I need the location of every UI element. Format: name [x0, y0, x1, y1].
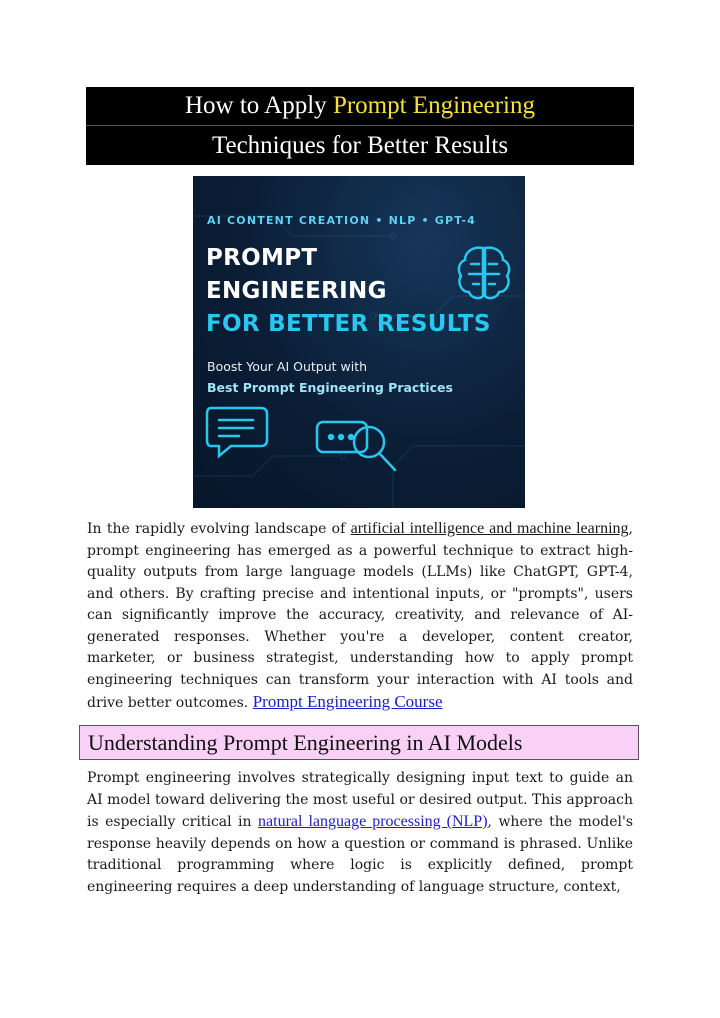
- section-heading: Understanding Prompt Engineering in AI Models: [79, 725, 639, 760]
- section-paragraph: [87, 768, 633, 898]
- search-icon: [313, 416, 413, 482]
- hero-heading-line-3: FOR BETTER RESULTS: [206, 311, 491, 337]
- hero-heading-line-2: ENGINEERING: [206, 278, 387, 304]
- intro-lead: In the rapidly evolving landscape of: [87, 521, 351, 537]
- hero-image: [193, 176, 525, 508]
- brain-icon: [453, 242, 515, 304]
- intro-emphasis: artificial intelligence and machine learning: [350, 520, 629, 537]
- hero-subtitle: [207, 356, 453, 398]
- hero-sub-line-2: Best Prompt Engineering Practices: [207, 380, 453, 395]
- hero-heading: [206, 242, 491, 341]
- hero-tags: AI CONTENT CREATION • NLP • GPT-4: [207, 214, 476, 227]
- prompt-engineering-course-link[interactable]: Prompt Engineering Course: [252, 692, 443, 711]
- intro-paragraph: [87, 518, 633, 715]
- title-highlight: Prompt Engineering: [332, 92, 535, 119]
- title-line-1: [86, 87, 634, 126]
- chat-bubble-icon: [205, 404, 271, 460]
- document-title: [86, 87, 634, 165]
- title-text: How to Apply: [185, 92, 333, 119]
- section-lead: Prompt engineering involves strategically designing input text to guide an AI model toward delivering the most useful or desired output. This approach is especially critical in: [87, 770, 633, 830]
- title-line-2: Techniques for Better Results: [211, 132, 509, 159]
- section-body: , where the model's response heavily depends on how a question or command is phrased. Unlike traditional programming where logic is explicitly defined, prompt engineering requires a deep understanding of language structure, context,: [87, 814, 634, 895]
- hero-sub-line-1: Boost Your AI Output with: [207, 359, 368, 374]
- hero-heading-line-1: PROMPT: [206, 245, 318, 271]
- nlp-link[interactable]: natural language processing (NLP): [258, 813, 488, 830]
- intro-body: , prompt engineering has emerged as a powerful technique to extract high-quality outputs from large language models (LLMs) like ChatGPT, GPT-4, and others. By crafting precise and intentional inputs, or "prompts", users can significantly improve the accuracy, creativity, and relevance of AI-generated responses. Whether you're a developer, content creator, marketer, or business strategist, understanding how to apply prompt engineering techniques can transform your interaction with AI tools and drive better outcomes.: [87, 521, 633, 711]
